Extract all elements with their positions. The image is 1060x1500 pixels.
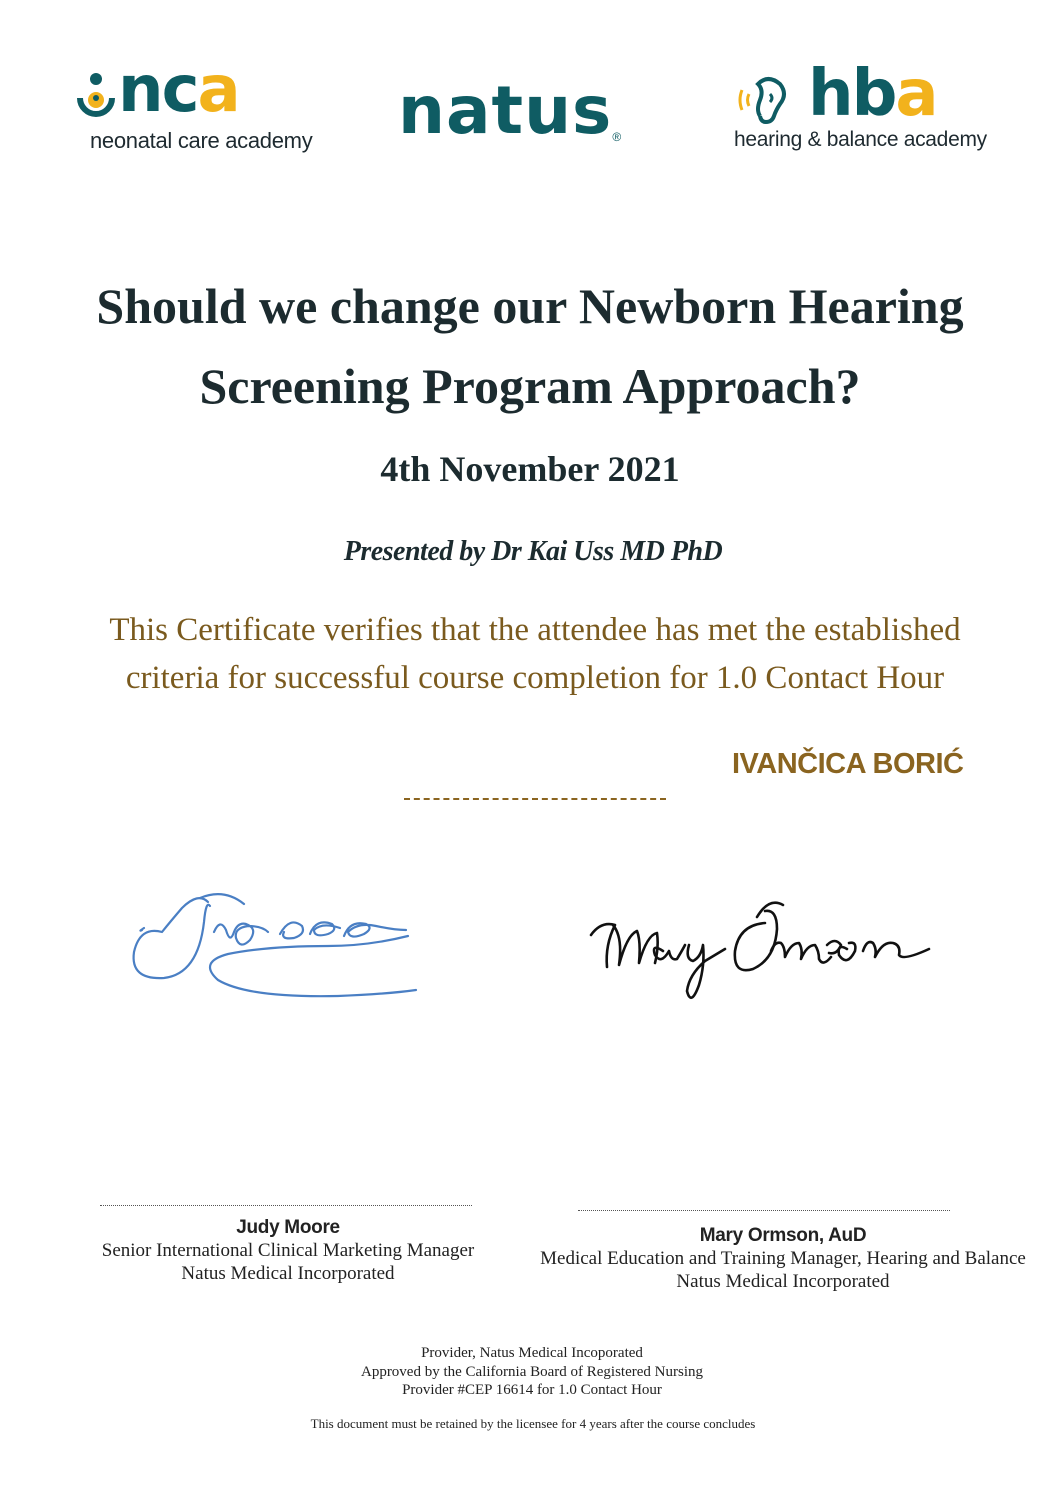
course-date: 4th November 2021 [380, 449, 680, 489]
approval-line: Approved by the California Board of Registered Nursing [360, 1363, 703, 1380]
course-title-line-1: Should we change our Newborn Hearing [96, 278, 964, 334]
provider-info [0, 1344, 1060, 1400]
attendee-name: IVANČICA BORIĆ [732, 748, 964, 780]
judy-moore-signature [130, 880, 440, 1010]
signer-name: Judy Moore [236, 1217, 340, 1238]
ear-sound-icon [738, 72, 798, 128]
hba-subtitle: hearing & balance academy [734, 128, 987, 151]
provider-number-line: Provider #CEP 16614 for 1.0 Contact Hour [402, 1382, 662, 1398]
registered-mark: ® [612, 130, 622, 144]
course-title-line-2: Screening Program Approach? [199, 358, 861, 414]
signer-organization: Natus Medical Incorporated [676, 1271, 890, 1292]
signature-line-left [100, 1205, 472, 1206]
nca-wordmark: nca [118, 53, 239, 127]
signer-judy-moore [80, 1216, 496, 1285]
nca-caregiver-icon [74, 72, 118, 120]
hba-wordmark: hba [808, 57, 937, 131]
mary-ormson-signature [585, 895, 935, 1015]
course-title [20, 266, 1040, 426]
verification-line-1: This Certificate verifies that the attendee has met the established [109, 612, 961, 648]
provider-line: Provider, Natus Medical Incoporated [421, 1345, 643, 1361]
natus-logo [398, 72, 668, 158]
verification-line-2: criteria for successful course completion for 1.0 Contact Hour [125, 660, 945, 696]
signature-line-right [578, 1210, 950, 1211]
signer-title: Medical Education and Training Manager, Hearing and Balance [540, 1248, 1026, 1269]
nca-logo [74, 53, 334, 162]
signer-mary-ormson [520, 1224, 1046, 1293]
verification-statement [30, 606, 1040, 702]
signer-title: Senior International Clinical Marketing Manager [101, 1240, 475, 1261]
nca-subtitle: neonatal care academy [90, 128, 313, 153]
signer-organization: Natus Medical Incorporated [181, 1263, 395, 1284]
presenter-line: Presented by Dr Kai Uss MD PhD [343, 536, 723, 567]
natus-wordmark: natus [398, 72, 613, 149]
attendee-dashed-line [404, 798, 666, 800]
hba-logo [734, 57, 998, 165]
retention-note: This document must be retained by the licensee for 4 years after the course concludes [310, 1416, 756, 1431]
signer-name: Mary Ormson, AuD [699, 1225, 867, 1246]
